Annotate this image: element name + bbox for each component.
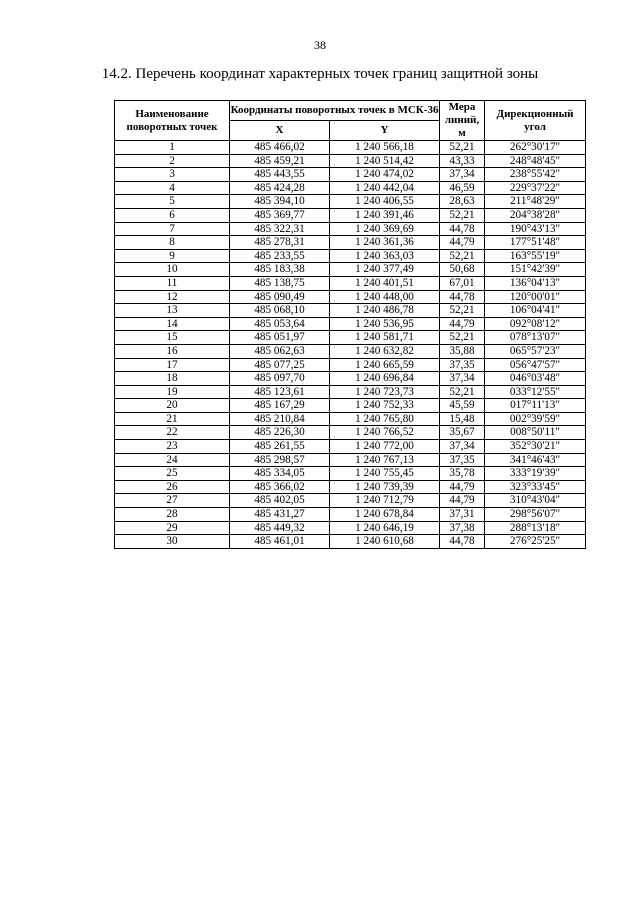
cell-y: 1 240 406,55 (330, 195, 440, 209)
cell-line-length: 15,48 (440, 412, 485, 426)
cell-x: 485 322,31 (230, 222, 330, 236)
cell-direction-angle: 046°03'48" (485, 372, 586, 386)
cell-x: 485 261,55 (230, 440, 330, 454)
cell-y: 1 240 766,52 (330, 426, 440, 440)
cell-point-number: 7 (115, 222, 230, 236)
cell-point-number: 18 (115, 372, 230, 386)
cell-point-number: 28 (115, 508, 230, 522)
cell-direction-angle: 120°00'01" (485, 290, 586, 304)
cell-point-number: 21 (115, 412, 230, 426)
table-row (115, 440, 586, 454)
cell-y: 1 240 361,36 (330, 236, 440, 250)
table-row (115, 426, 586, 440)
cell-line-length: 28,63 (440, 195, 485, 209)
cell-line-length: 52,21 (440, 331, 485, 345)
section-heading: 14.2. Перечень координат характерных точек границ защитной зоны (101, 66, 539, 82)
cell-point-number: 15 (115, 331, 230, 345)
table-row (115, 168, 586, 182)
cell-direction-angle: 151°42'39" (485, 263, 586, 277)
table-row (115, 141, 586, 155)
cell-x: 485 123,61 (230, 385, 330, 399)
cell-x: 485 466,02 (230, 141, 330, 155)
cell-line-length: 45,59 (440, 399, 485, 413)
cell-x: 485 167,29 (230, 399, 330, 413)
header-coordinates: Координаты поворотных точек в МСК-36 (230, 101, 440, 121)
cell-direction-angle: 017°11'13" (485, 399, 586, 413)
table-row (115, 263, 586, 277)
cell-direction-angle: 106°04'41" (485, 304, 586, 318)
table-row (115, 358, 586, 372)
cell-x: 485 077,25 (230, 358, 330, 372)
cell-line-length: 52,21 (440, 141, 485, 155)
cell-y: 1 240 442,04 (330, 181, 440, 195)
cell-direction-angle: 033°12'55" (485, 385, 586, 399)
cell-x: 485 424,28 (230, 181, 330, 195)
cell-point-number: 17 (115, 358, 230, 372)
cell-y: 1 240 632,82 (330, 344, 440, 358)
cell-line-length: 46,59 (440, 181, 485, 195)
cell-point-number: 1 (115, 141, 230, 155)
cell-direction-angle: 333°19'39" (485, 467, 586, 481)
cell-direction-angle: 177°51'48" (485, 236, 586, 250)
cell-point-number: 13 (115, 304, 230, 318)
cell-direction-angle: 211°48'29" (485, 195, 586, 209)
cell-direction-angle: 056°47'57" (485, 358, 586, 372)
cell-y: 1 240 377,49 (330, 263, 440, 277)
table-row (115, 399, 586, 413)
table-body (115, 141, 586, 549)
cell-point-number: 4 (115, 181, 230, 195)
cell-point-number: 9 (115, 249, 230, 263)
cell-line-length: 35,78 (440, 467, 485, 481)
cell-direction-angle: 190°43'13" (485, 222, 586, 236)
cell-direction-angle: 078°13'07" (485, 331, 586, 345)
cell-point-number: 16 (115, 344, 230, 358)
cell-x: 485 334,05 (230, 467, 330, 481)
table-header (115, 101, 586, 141)
cell-y: 1 240 581,71 (330, 331, 440, 345)
cell-direction-angle: 341°46'43" (485, 453, 586, 467)
cell-y: 1 240 723,73 (330, 385, 440, 399)
cell-direction-angle: 002°39'59" (485, 412, 586, 426)
header-x: X (230, 121, 330, 141)
cell-point-number: 29 (115, 521, 230, 535)
cell-y: 1 240 448,00 (330, 290, 440, 304)
table-row (115, 412, 586, 426)
cell-x: 485 298,57 (230, 453, 330, 467)
cell-point-number: 8 (115, 236, 230, 250)
table-row (115, 290, 586, 304)
cell-line-length: 37,35 (440, 453, 485, 467)
cell-line-length: 44,78 (440, 290, 485, 304)
cell-line-length: 35,67 (440, 426, 485, 440)
cell-y: 1 240 566,18 (330, 141, 440, 155)
cell-line-length: 44,79 (440, 236, 485, 250)
cell-line-length: 52,21 (440, 304, 485, 318)
cell-y: 1 240 514,42 (330, 154, 440, 168)
cell-direction-angle: 238°55'42" (485, 168, 586, 182)
cell-point-number: 5 (115, 195, 230, 209)
cell-line-length: 37,34 (440, 440, 485, 454)
cell-line-length: 37,38 (440, 521, 485, 535)
table-row (115, 535, 586, 549)
cell-y: 1 240 486,78 (330, 304, 440, 318)
header-point-name: Наименование поворотных точек (115, 101, 230, 141)
cell-y: 1 240 696,84 (330, 372, 440, 386)
cell-direction-angle: 288°13'18" (485, 521, 586, 535)
table-row (115, 276, 586, 290)
cell-direction-angle: 310°43'04" (485, 494, 586, 508)
table-row (115, 208, 586, 222)
table-row (115, 480, 586, 494)
cell-point-number: 30 (115, 535, 230, 549)
table-row (115, 344, 586, 358)
cell-x: 485 068,10 (230, 304, 330, 318)
cell-point-number: 19 (115, 385, 230, 399)
cell-x: 485 062,63 (230, 344, 330, 358)
cell-x: 485 449,32 (230, 521, 330, 535)
cell-point-number: 24 (115, 453, 230, 467)
cell-direction-angle: 008°50'11" (485, 426, 586, 440)
cell-direction-angle: 204°38'28" (485, 208, 586, 222)
cell-x: 485 051,97 (230, 331, 330, 345)
cell-y: 1 240 610,68 (330, 535, 440, 549)
cell-direction-angle: 248°48'45" (485, 154, 586, 168)
cell-x: 485 233,55 (230, 249, 330, 263)
cell-x: 485 090,49 (230, 290, 330, 304)
header-direction-angle: Дирекционный угол (485, 101, 586, 141)
cell-point-number: 2 (115, 154, 230, 168)
header-y: Y (330, 121, 440, 141)
cell-line-length: 37,31 (440, 508, 485, 522)
cell-y: 1 240 772,00 (330, 440, 440, 454)
table-row (115, 181, 586, 195)
cell-point-number: 20 (115, 399, 230, 413)
cell-line-length: 37,34 (440, 168, 485, 182)
table-row (115, 222, 586, 236)
cell-line-length: 44,79 (440, 494, 485, 508)
cell-y: 1 240 536,95 (330, 317, 440, 331)
cell-x: 485 461,01 (230, 535, 330, 549)
cell-direction-angle: 136°04'13" (485, 276, 586, 290)
table-row (115, 372, 586, 386)
table-row (115, 494, 586, 508)
table-row (115, 331, 586, 345)
cell-x: 485 366,02 (230, 480, 330, 494)
cell-direction-angle: 262°30'17" (485, 141, 586, 155)
cell-y: 1 240 401,51 (330, 276, 440, 290)
cell-line-length: 52,21 (440, 208, 485, 222)
cell-point-number: 23 (115, 440, 230, 454)
cell-line-length: 37,35 (440, 358, 485, 372)
cell-x: 485 278,31 (230, 236, 330, 250)
table-row (115, 195, 586, 209)
cell-y: 1 240 678,84 (330, 508, 440, 522)
cell-line-length: 44,78 (440, 222, 485, 236)
cell-x: 485 459,21 (230, 154, 330, 168)
table-row (115, 521, 586, 535)
cell-line-length: 35,88 (440, 344, 485, 358)
cell-y: 1 240 767,13 (330, 453, 440, 467)
cell-y: 1 240 755,45 (330, 467, 440, 481)
cell-point-number: 22 (115, 426, 230, 440)
cell-point-number: 27 (115, 494, 230, 508)
cell-point-number: 6 (115, 208, 230, 222)
header-line-length: Мера линий, м (440, 101, 485, 141)
table-row (115, 304, 586, 318)
cell-x: 485 443,55 (230, 168, 330, 182)
cell-direction-angle: 323°33'45" (485, 480, 586, 494)
cell-point-number: 12 (115, 290, 230, 304)
coordinates-table (114, 100, 586, 549)
cell-point-number: 3 (115, 168, 230, 182)
cell-line-length: 37,34 (440, 372, 485, 386)
cell-line-length: 67,01 (440, 276, 485, 290)
table-row (115, 385, 586, 399)
cell-direction-angle: 163°55'19" (485, 249, 586, 263)
cell-x: 485 226,30 (230, 426, 330, 440)
table-row (115, 508, 586, 522)
cell-x: 485 394,10 (230, 195, 330, 209)
cell-point-number: 11 (115, 276, 230, 290)
cell-point-number: 10 (115, 263, 230, 277)
cell-point-number: 14 (115, 317, 230, 331)
cell-y: 1 240 665,59 (330, 358, 440, 372)
cell-direction-angle: 276°25'25" (485, 535, 586, 549)
cell-x: 485 369,77 (230, 208, 330, 222)
cell-y: 1 240 739,39 (330, 480, 440, 494)
table-row (115, 236, 586, 250)
cell-x: 485 402,05 (230, 494, 330, 508)
cell-direction-angle: 092°08'12" (485, 317, 586, 331)
cell-y: 1 240 391,46 (330, 208, 440, 222)
cell-line-length: 44,78 (440, 535, 485, 549)
cell-direction-angle: 298°56'07" (485, 508, 586, 522)
cell-line-length: 44,79 (440, 317, 485, 331)
cell-x: 485 431,27 (230, 508, 330, 522)
table-row (115, 317, 586, 331)
cell-y: 1 240 474,02 (330, 168, 440, 182)
cell-y: 1 240 765,80 (330, 412, 440, 426)
cell-y: 1 240 712,79 (330, 494, 440, 508)
cell-direction-angle: 352°30'21" (485, 440, 586, 454)
cell-line-length: 44,79 (440, 480, 485, 494)
table-row (115, 467, 586, 481)
table-row (115, 154, 586, 168)
cell-x: 485 138,75 (230, 276, 330, 290)
cell-y: 1 240 646,19 (330, 521, 440, 535)
cell-direction-angle: 229°37'22" (485, 181, 586, 195)
table-row (115, 453, 586, 467)
cell-y: 1 240 363,03 (330, 249, 440, 263)
cell-y: 1 240 369,69 (330, 222, 440, 236)
cell-point-number: 25 (115, 467, 230, 481)
cell-point-number: 26 (115, 480, 230, 494)
page-number: 38 (314, 38, 326, 52)
cell-x: 485 097,70 (230, 372, 330, 386)
cell-line-length: 43,33 (440, 154, 485, 168)
cell-x: 485 053,64 (230, 317, 330, 331)
cell-x: 485 210,84 (230, 412, 330, 426)
cell-line-length: 52,21 (440, 385, 485, 399)
cell-line-length: 50,68 (440, 263, 485, 277)
table-row (115, 249, 586, 263)
cell-y: 1 240 752,33 (330, 399, 440, 413)
cell-line-length: 52,21 (440, 249, 485, 263)
cell-direction-angle: 065°57'23" (485, 344, 586, 358)
cell-x: 485 183,38 (230, 263, 330, 277)
